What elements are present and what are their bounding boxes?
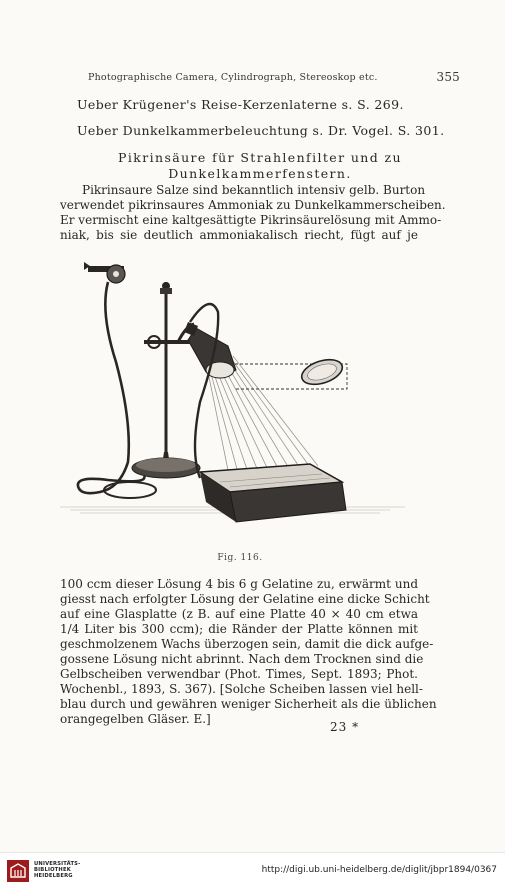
paragraph-2-line: orangegelben Gläser. E.] xyxy=(60,712,211,726)
paragraph-2-line: 100 ccm dieser Lösung 4 bis 6 g Gelatine zu, erwärmt und xyxy=(60,577,418,591)
section-title-line-1: Pikrinsäure für Strahlenfilter und zu xyxy=(118,150,402,165)
paragraph-2-line: auf eine Glasplatte (z B. auf eine Platte 40 × 40 cm etwa xyxy=(60,607,418,621)
section-title-line-2: Dunkelkammerfenstern. xyxy=(168,166,352,181)
paragraph-1-line: Pikrinsaure Salze sind bekanntlich intensiv gelb. Burton xyxy=(82,183,426,197)
paragraph-2-line: geschmolzenem Wachs überzogen sein, damit die dick aufge- xyxy=(60,637,434,651)
running-title: Photographische Camera, Cylindrograph, Stereoskop etc. xyxy=(88,72,378,83)
paragraph-2-line: Wochenbl., 1893, S. 367). [Solche Scheiben lassen viel hell- xyxy=(60,682,423,696)
paragraph-2-line: gossene Lösung nicht abrinnt. Nach dem Trocknen sind die xyxy=(60,652,424,666)
library-seal-icon xyxy=(6,859,30,883)
paragraph-2 xyxy=(60,577,437,727)
lamp-illustration xyxy=(60,252,420,544)
reference-line-1: Ueber Krügener's Reise-Kerzenlaterne s. S. 269. xyxy=(77,97,404,112)
paragraph-1-line: niak, bis sie deutlich ammoniakalisch riecht, fügt auf je xyxy=(60,228,418,242)
paragraph-1-line: verwendet pikrinsaures Ammoniak zu Dunkelkammerscheiben. xyxy=(60,198,446,212)
section-heading xyxy=(60,150,460,182)
signature-mark: 23 * xyxy=(330,720,360,734)
paragraph-2-line: giesst nach erfolgter Lösung der Gelatine eine dicke Schicht xyxy=(60,592,430,606)
library-name: UNIVERSITÄTS- BIBLIOTHEK HEIDELBERG xyxy=(34,861,81,880)
permalink-url[interactable]: http://digi.ub.uni-heidelberg.de/diglit/jbpr1894/0367 xyxy=(261,865,497,875)
paragraph-2-line: Gelbscheiben verwendbar (Phot. Times, Sept. 1893; Phot. xyxy=(60,667,418,681)
paragraph-1 xyxy=(60,183,446,243)
paragraph-2-line: blau durch und gewähren weniger Sicherheit als die üblichen xyxy=(60,697,437,711)
page-number: 355 xyxy=(436,70,460,84)
paragraph-2-line: 1/4 Liter bis 300 ccm); die Ränder der Platte können mit xyxy=(60,622,418,636)
figure-caption: Fig. 116. xyxy=(217,553,263,563)
viewer-footer xyxy=(0,852,505,890)
paragraph-1-line: Er vermischt eine kaltgesättigte Pikrinsäurelösung mit Ammo- xyxy=(60,213,442,227)
reference-line-2: Ueber Dunkelkammerbeleuchtung s. Dr. Vogel. S. 301. xyxy=(77,123,445,138)
